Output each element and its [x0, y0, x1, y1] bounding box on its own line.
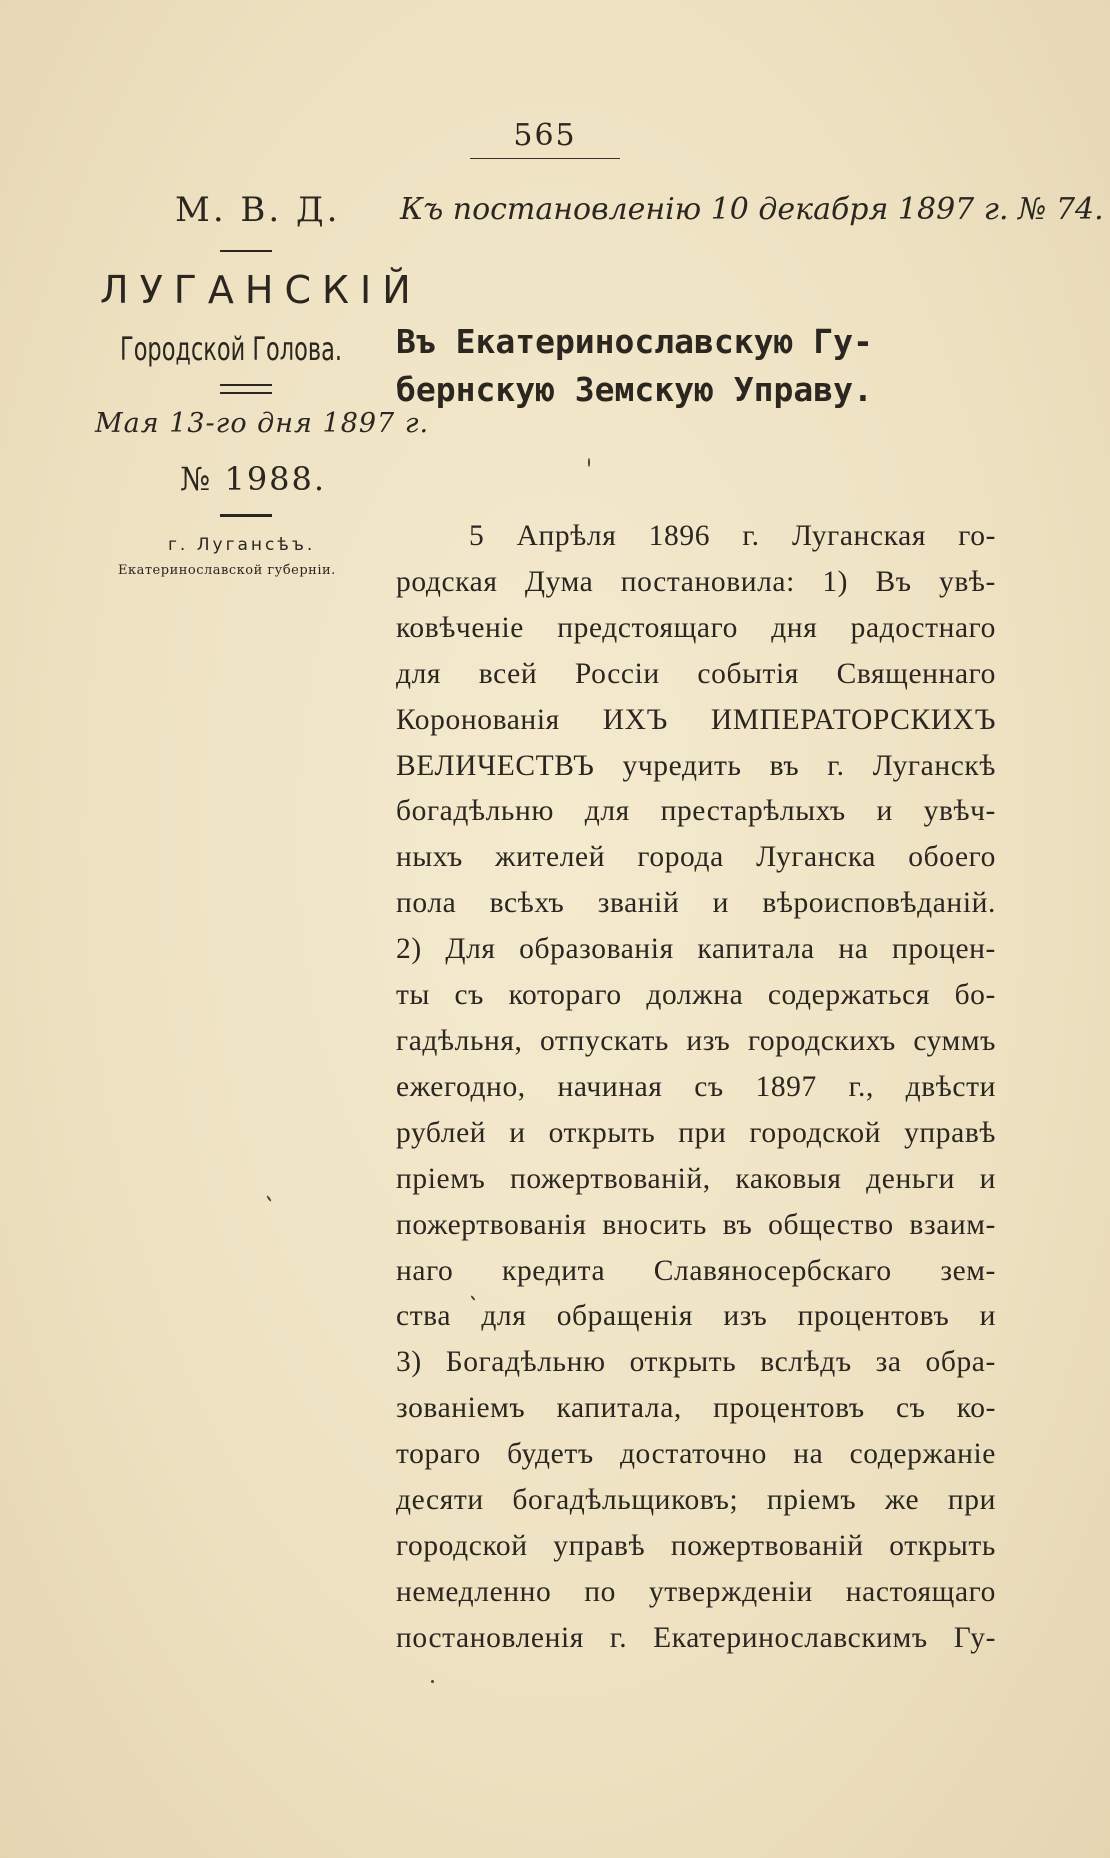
body-word: 1897: [755, 1070, 817, 1103]
body-word: Священнаго: [836, 657, 996, 690]
body-word: Луганска: [756, 841, 877, 874]
body-word: зем-: [940, 1254, 996, 1287]
body-word: общество: [768, 1208, 894, 1241]
body-word: ко-: [956, 1392, 996, 1425]
body-word: образованія: [519, 933, 674, 966]
body-word: городской: [749, 1116, 882, 1149]
body-word: увѣч-: [923, 795, 996, 828]
body-line: [396, 1019, 996, 1065]
body-word: пріемъ: [396, 1162, 486, 1195]
body-word: дня: [771, 611, 818, 644]
body-word: должна: [646, 979, 744, 1012]
body-word: 2): [396, 933, 422, 966]
paper-speck: [588, 458, 590, 467]
body-word: званій: [597, 887, 680, 920]
body-word: на: [793, 1438, 824, 1471]
body-word: событія: [697, 657, 799, 690]
body-word: при: [678, 1116, 727, 1149]
body-word: обра-: [925, 1346, 996, 1379]
body-word: капитала,: [556, 1392, 682, 1425]
body-word: го-: [958, 520, 996, 552]
body-line: [396, 1203, 996, 1249]
body-word: Луганская: [791, 520, 926, 552]
body-word: наго: [396, 1254, 454, 1287]
body-word: ИХЪ: [602, 703, 668, 736]
body-word: Дума: [524, 565, 594, 598]
body-word: предстоящаго: [557, 611, 738, 644]
body-word: постановленія: [396, 1621, 584, 1654]
body-word: родская: [396, 565, 498, 598]
body-word: начиная: [557, 1070, 663, 1103]
body-word: будетъ: [507, 1438, 594, 1471]
body-line: [396, 698, 996, 744]
body-word: суммъ: [913, 1024, 996, 1057]
number-rule: [220, 514, 272, 517]
body-word: рублей: [396, 1116, 487, 1149]
body-line: [396, 1157, 996, 1203]
body-word: для: [396, 657, 442, 690]
body-word: обоего: [908, 841, 996, 874]
body-word: ИМПЕРАТОРСКИХЪ: [710, 703, 996, 736]
body-word: съ: [694, 1070, 724, 1103]
body-line: [396, 973, 996, 1019]
body-word: ства: [396, 1300, 452, 1333]
body-word: Коронованія: [396, 703, 560, 736]
body-word: Богадѣльню: [445, 1346, 606, 1379]
body-word: процентовъ: [797, 1300, 950, 1333]
body-word: ковѣченіе: [396, 611, 524, 644]
body-line: [396, 835, 996, 881]
body-word: Екатеринославскимъ: [653, 1621, 928, 1654]
body-line: [396, 789, 996, 835]
body-word: котораго: [508, 979, 622, 1012]
body-word: и: [979, 1162, 996, 1195]
body-word: процентовъ: [713, 1392, 865, 1425]
body-word: пожертвованій,: [509, 1162, 711, 1195]
body-word: богадѣльню: [396, 795, 554, 828]
body-word: управѣ: [553, 1529, 646, 1562]
body-word: пожертвованія: [396, 1208, 587, 1241]
body-word: зованіемъ: [396, 1392, 526, 1425]
body-line: [396, 881, 996, 927]
body-word: содержаться: [767, 979, 931, 1012]
body-word: деньги: [866, 1162, 955, 1195]
paper-speck: [431, 1680, 434, 1683]
body-word: съ: [895, 1392, 926, 1425]
body-word: Славяносербскаго: [653, 1254, 892, 1287]
body-word: немедленно: [396, 1575, 552, 1608]
body-word: за: [875, 1346, 902, 1379]
addressee-line: бернскую Земскую Управу.: [396, 370, 873, 409]
body-text: [396, 514, 996, 1662]
body-line: [396, 1111, 996, 1157]
body-word: жителей: [495, 841, 606, 874]
resolution-reference: Къ постановленію 10 декабря 1897 г. № 74.: [400, 192, 1104, 227]
body-word: настоящаго: [845, 1575, 996, 1608]
body-word: тораго: [396, 1438, 481, 1471]
body-word: открыть: [889, 1529, 996, 1562]
body-word: радостнаго: [850, 611, 996, 644]
body-word: и: [712, 887, 730, 920]
body-line: [396, 1249, 996, 1295]
body-line: [396, 1294, 996, 1340]
city-heading: ЛУГАНСКІЙ: [100, 268, 422, 312]
body-word: г.: [609, 1621, 628, 1654]
ministry-rule: [220, 250, 272, 252]
addressee-line: Въ Екатеринославскую Гу-: [396, 322, 873, 361]
body-word: 1896: [648, 520, 711, 552]
body-word: открыть: [629, 1346, 737, 1379]
body-word: увѣ-: [939, 565, 996, 598]
body-word: постановила:: [620, 565, 795, 598]
body-word: для: [481, 1300, 527, 1333]
body-word: 3): [396, 1346, 422, 1379]
body-word: съ: [454, 979, 485, 1012]
body-word: и: [509, 1116, 526, 1149]
body-word: ВЕЛИЧЕСТВЪ: [396, 749, 595, 782]
body-word: городской: [396, 1529, 528, 1562]
body-word: гадѣльня,: [396, 1024, 523, 1057]
body-word: вносить: [602, 1208, 707, 1241]
body-word: на: [838, 933, 869, 966]
place-city: г. Лугансѣъ.: [168, 535, 316, 555]
body-word: г.: [742, 520, 760, 552]
body-word: содержаніе: [849, 1438, 996, 1471]
body-word: Въ: [875, 565, 912, 598]
body-word: и: [876, 795, 893, 828]
body-word: всѣхъ: [489, 887, 565, 920]
body-word: пріемъ: [766, 1484, 857, 1517]
body-line: [396, 652, 996, 698]
body-word: взаим-: [909, 1208, 996, 1241]
body-line: [396, 744, 996, 790]
body-word: 5: [469, 520, 485, 552]
body-word: достаточно: [619, 1438, 767, 1471]
body-word: городскихъ: [747, 1024, 896, 1057]
paper-speck: [266, 1195, 272, 1202]
body-word: каковыя: [735, 1162, 842, 1195]
letter-number: № 1988.: [180, 460, 327, 498]
body-word: учредить: [622, 749, 742, 782]
body-word: пожертвованій: [670, 1529, 864, 1562]
body-word: Апрѣля: [516, 520, 617, 552]
body-line: [396, 1570, 996, 1616]
body-word: пола: [396, 887, 457, 920]
body-line: [396, 514, 996, 560]
body-word: двѣсти: [905, 1070, 996, 1103]
body-word: Гу-: [953, 1621, 996, 1654]
body-word: ты: [396, 979, 430, 1012]
body-word: отпускать: [540, 1024, 669, 1057]
body-word: Луганскѣ: [872, 749, 996, 782]
body-word: Россіи: [574, 657, 660, 690]
body-line: [396, 1065, 996, 1111]
body-word: при: [947, 1484, 996, 1517]
body-line: [396, 606, 996, 652]
body-word: же: [884, 1484, 920, 1517]
body-word: утвержденіи: [648, 1575, 813, 1608]
body-word: г.,: [848, 1070, 874, 1103]
place-province: Екатеринославской губерніи.: [118, 563, 336, 578]
body-line: [396, 1386, 996, 1432]
addressee-heading: [396, 318, 996, 414]
page-number-rule: [470, 158, 620, 159]
body-word: десяти: [396, 1484, 484, 1517]
body-word: всей: [478, 657, 538, 690]
body-word: въ: [722, 1208, 753, 1241]
body-word: бо-: [954, 979, 996, 1012]
body-line: [396, 1478, 996, 1524]
body-word: 1): [822, 565, 849, 598]
office-heading: Городской Голова.: [120, 330, 342, 368]
body-line: [396, 1340, 996, 1386]
body-word: г.: [827, 749, 845, 782]
body-word: вѣроисповѣданій.: [762, 887, 996, 920]
body-word: вслѣдъ: [760, 1346, 852, 1379]
body-word: богадѣльщиковъ;: [512, 1484, 739, 1517]
body-line: [396, 927, 996, 973]
body-word: обращенія: [556, 1300, 694, 1333]
letter-date: Мая 13-го дня 1897 г.: [95, 408, 430, 439]
body-word: города: [637, 841, 724, 874]
body-word: управѣ: [904, 1116, 996, 1149]
body-word: по: [584, 1575, 616, 1608]
body-line: [396, 1432, 996, 1478]
body-line: [396, 1616, 996, 1662]
body-word: и: [979, 1300, 996, 1333]
body-word: ежегодно,: [396, 1070, 526, 1103]
body-word: престарѣлыхъ: [660, 795, 846, 828]
body-line: [396, 560, 996, 606]
body-word: капитала: [697, 933, 815, 966]
body-word: для: [584, 795, 630, 828]
body-word: процен-: [892, 933, 996, 966]
body-word: открыть: [548, 1116, 656, 1149]
ministry-label: М. В. Д.: [175, 190, 341, 230]
body-word: изъ: [686, 1024, 731, 1057]
body-word: кредита: [502, 1254, 606, 1287]
body-line: [396, 1524, 996, 1570]
body-word: ныхъ: [396, 841, 463, 874]
page-number: 565: [513, 118, 577, 153]
body-word: въ: [769, 749, 800, 782]
body-word: изъ: [723, 1300, 768, 1333]
body-word: Для: [445, 933, 496, 966]
office-double-rule: [220, 384, 272, 394]
